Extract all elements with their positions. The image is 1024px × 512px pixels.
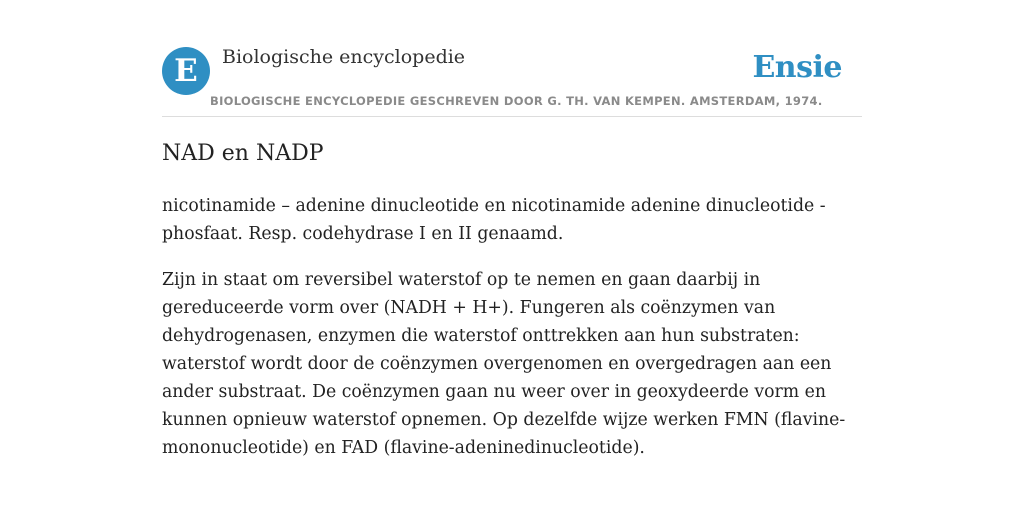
- dictionary-header: [162, 44, 862, 117]
- ensie-brand-logo[interactable]: Ensie: [752, 50, 842, 85]
- dictionary-source: BIOLOGISCHE ENCYCLOPEDIE GESCHREVEN DOOR G. TH. VAN KEMPEN. AMSTERDAM, 1974.: [210, 94, 823, 108]
- entry-title: NAD en NADP: [162, 141, 324, 166]
- dictionary-logo-icon[interactable]: E: [162, 47, 210, 95]
- dictionary-title-link[interactable]: Biologische encyclopedie: [222, 46, 466, 68]
- definition-paragraph: Zijn in staat om reversibel waterstof op te nemen en gaan daarbij in gereduceerde vorm over (NADH + H+). Fungeren als coënzymen van dehydrogenasen, enzymen die waterstof onttrekken aan hun substraten: waterstof wordt door de coënzymen overgenomen en overgedragen aan een ander substraat. De coënzymen gaan nu weer over in geoxydeerde vorm en kunnen opnieuw waterstof opnemen. Op dezelfde wijze werken FMN (flavine-mononucleotide) en FAD (flavine-adeninedinucleotide).: [162, 270, 846, 458]
- article: [162, 138, 862, 462]
- definition-paragraph: nicotinamide – adenine dinucleotide en nicotinamide adenine dinucleotide - phosfaat. Resp. codehydrase I en II genaamd.: [162, 196, 826, 244]
